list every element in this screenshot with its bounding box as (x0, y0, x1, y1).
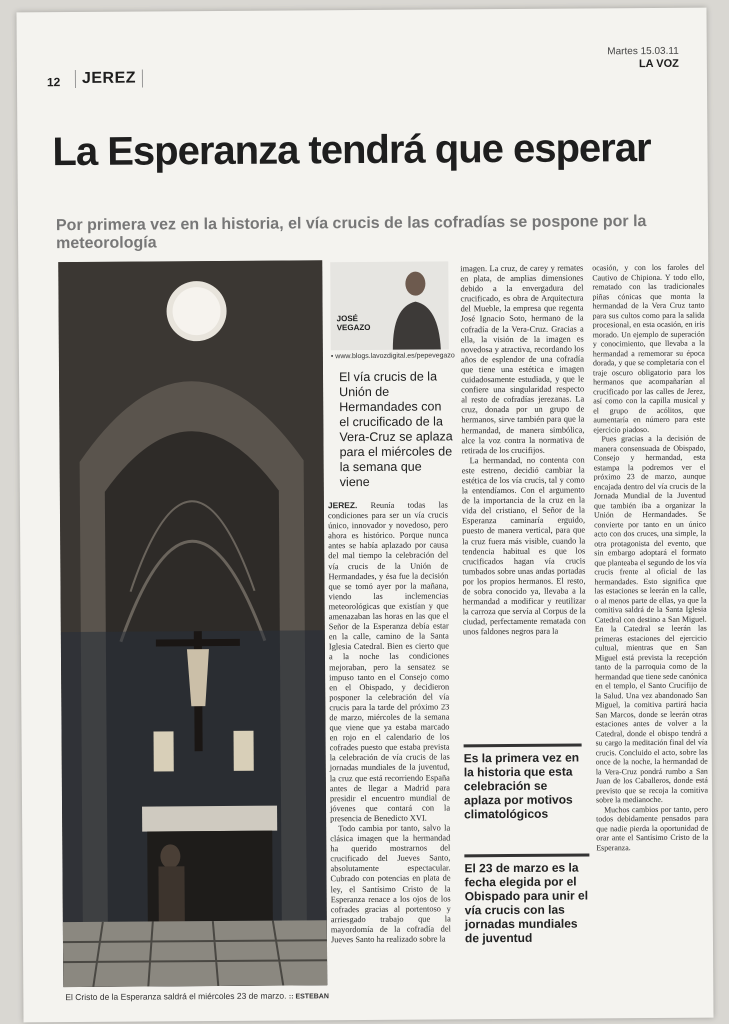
article-column-2 (460, 263, 586, 637)
pullquote-first-time: Es la primera vez en la historia que esta celebración se aplaza por motivos climatológicos (464, 743, 583, 821)
paragraph: La hermandad, no contenta con este estreno, decidió cambiar la estética de los vía crucis, tal y como la entendíamos. Con el argumento de la importancia de la cruz en la vida del cristiano, el Señor de la Esperanza caminaría erguido, puesto de manera vertical, para que la cruz fuera más visible, cuando la tendencia habitual es que los crucificados hagan vía crucis tumbados sobre unas andas portadas por los propios hermanos. El resto, de sobra conocido ya, llevaba a la hermandad a modificar y reutilizar la carroza que servía al Corpus de la ciudad, perfectamente rematada con unos faldones negros para la (461, 455, 586, 637)
blog-url: www.blogs.lavozdigital.es/pepevegazo (335, 352, 455, 361)
pullquote-main: El vía crucis de la Unión de Hermandades con el crucificado de la Vera-Cruz se aplaza para el miércoles de la semana que viene (338, 369, 453, 490)
article-column-1 (328, 499, 451, 945)
newspaper-page (16, 8, 713, 1023)
paragraph: ocasión, y con los faroles del Cautivo de Chipiona. Y todo ello, rematado con las tradicionales piñas cónicas que monta la hermandad de la Vera Cruz tanto para sus cultos como para la salida procesional, en esta ocasión, en iris morado. Un ejemplo de superación y conocimiento, que llevaba a la hermandad a rememorar su época dorada, y que se completaría con el traje oscuro obligatorio para los hermanos que acompañarían al crucificado por las calles de Jerez, así como con la capilla musical y el grupo de acólitos, que aumentaría en número para este ejercicio piadoso. (592, 262, 706, 434)
article-column-3 (592, 263, 708, 853)
author-blog-link[interactable]: • www.blogs.lavozdigital.es/pepevegazo (330, 352, 455, 361)
author-last-name: VEGAZO (336, 322, 371, 333)
paragraph: Muchos cambios por tanto, pero todos debidamente pensados para que nadie pierda la oportunidad de orar ante el Santísimo Cristo de la Esperanza. (596, 804, 709, 852)
paragraph-text: Reunía todas las condiciones para ser un vía crucis único, innovador y novedoso, pero ahora es histórico. Porque nunca antes se había aplazado por causa del mal tiempo la celebración del vía crucis de la Unión de Hermandades, y ésa fue la decisión que se tomó ayer por la mañana, viendo las inclemencias meteorológicas que existían y que amenazaban las horas en las que el Señor de la Esperanza debía estar en la calle, camino de la Santa Iglesia Catedral. Bien es cierto que a la noche las condiciones mejoraban, pero la sensatez se impuso tanto en el Consejo como en el Obispado, y decidieron posponer la celebración del vía crucis para la tarde del próximo 23 de marzo, miércoles de la semana que viene que ya estaba marcado en rojo en el calendario de los cofrades puesto que estaba prevista la celebración de vía crucis de las jornadas mundiales de la juventud, la cruz que está recorriendo España antes de llegar a Madrid para presidir el encuentro mundial de jóvenes que contará con la presencia de Benedicto XVI. (327, 500, 451, 824)
subheadline: Por primera vez en la historia, el vía crucis de las cofradías se pospone por la meteorología (55, 213, 647, 253)
headline: La Esperanza tendrá que esperar (52, 125, 651, 175)
caption-text: El Cristo de la Esperanza saldrá el miércoles 23 de marzo. (65, 990, 287, 1003)
section-name: JEREZ (75, 70, 143, 88)
publication-name: LA VOZ (638, 57, 679, 71)
photo-credit: :: ESTEBAN (288, 993, 329, 1001)
paragraph: Pues gracias a la decisión de manera consensuada de Obispado, Consejo y hermandad, esta estampa la podremos ver el próximo 23 de marzo, aunque encajada dentro del vía crucis de la Jornada Mundial de la Juventud que también iba a organizar la Unión de Hermandades. Se convierte por tanto en un único acto con dos cruces, una simple, la otra protagonista del evento, que sin embargo adoptará el formato que planteaba el segundo de los vía crucis frente al oficial de las hermandades. Esto significa que las estaciones se leerán en la calle, o al menos parte de ellas, ya que la comitiva saldrá de la Santa Iglesia Catedral con destino a San Miguel. En la Catedral se leerán las primeras estaciones del ejercicio cultual, mientras que en San Miguel está prevista la recepción tanto de la parroquia como de la hermandad que tiene sede canónica en el templo, el Santo Crucifijo de la Salud. Una vez abandonado San Miguel, la comitiva partirá hacia San Marcos, donde se leerán otras estaciones antes de volver a la Catedral, donde el obispo tendrá a su cargo la meditación final del vía crucis. Concluido el acto, sobre las once de la noche, la hermandad de la Vera-Cruz pondrá rumbo a San Juan de los Caballeros, donde está previsto que se recoja la comitiva sobre la medianoche. (593, 433, 708, 805)
paragraph: imagen. La cruz, de carey y remates en plata, de amplias dimensiones debido a la envergadura del crucificado, es obra de Arquitectura del Mueble, la empresa que regenta José Ignacio Soto, hermano de la cofradía de la Vera-Cruz. Gracias a ella, la visión de la imagen es novedosa y atractiva, recordando los años de esplendor de una cofradía que tiene una estética e imagen cuidadosamente estudiada, y que le confiere una singularidad respecto al resto de cofradías jerezanas. La cruz, donada por un grupo de hermanos, sirve también para que la hermandad, de manera simbólica, alce la voz contra la normativa de retirada de los crucifijos. (460, 263, 585, 456)
photo-caption (65, 990, 355, 1002)
author-photo (330, 261, 449, 350)
cathedral-photo (58, 260, 327, 987)
paragraph: Todo cambia por tanto, salvo la clásica imagen que la hermandad ha querido mostrarnos del crucificado del Jueves Santo, absolutamente espectacular. Cubrado con potencias en plata de ley, el Santísimo Cristo de la Esperanza renace a los ojos de los cofrades gracias al portentoso y arriesgado trabajo que la mayordomía de la cofradía del Jueves Santo ha realizado sobre la (330, 823, 451, 945)
author-name (337, 314, 377, 332)
author-first-name: JOSÉ (336, 314, 359, 324)
paragraph (328, 499, 450, 824)
issue-date: Martes 15.03.11 (607, 45, 679, 58)
dateline: JEREZ. (327, 500, 358, 511)
page-number: 12 (46, 75, 61, 90)
pullquote-date: El 23 de marzo es la fecha elegida por el Obispado para unir el vía crucis con las jornadas mundiales de juventud (464, 853, 590, 945)
